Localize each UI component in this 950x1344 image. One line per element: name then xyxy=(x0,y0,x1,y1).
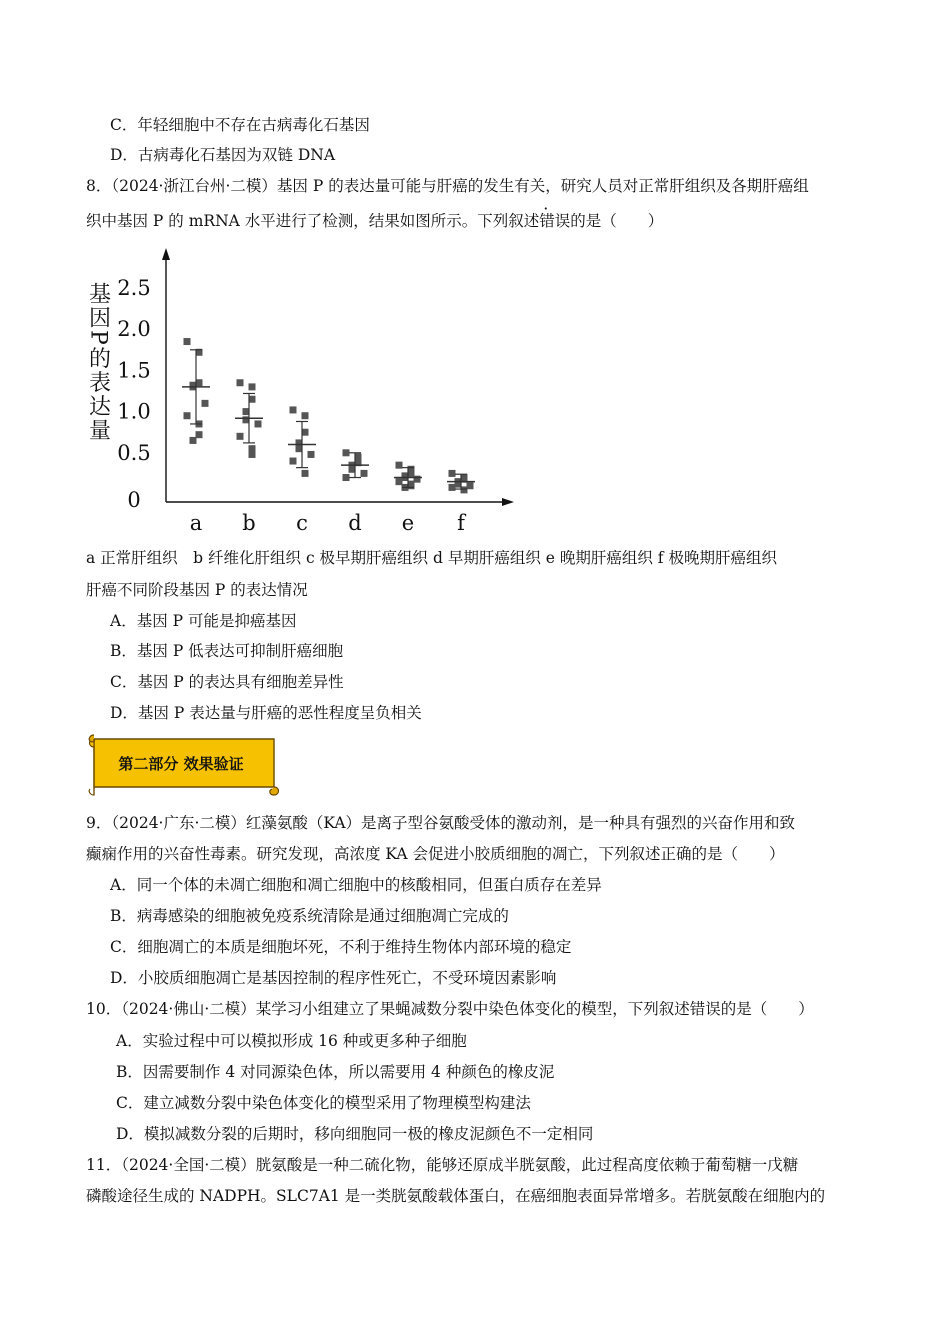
q10-stem-line1: 10．（2024·佛山·二模）某学习小组建立了果蝇减数分裂中染色体变化的模型，下列叙述错误的是（ ） xyxy=(86,1000,814,1018)
q11-stem-line1: 11．（2024·全国·二模）胱氨酸是一种二硫化物，能够还原成半胱氨酸，此过程高度依赖于葡萄糖一戊糖 xyxy=(86,1156,799,1174)
q10-option-a: A．实验过程中可以模拟形成 16 种或更多种子细胞 xyxy=(116,1032,467,1050)
q8-caption: 肝癌不同阶段基因 P 的表达情况 xyxy=(86,581,308,599)
data-point xyxy=(467,482,474,489)
data-point xyxy=(414,476,421,483)
option-c-prev: C．年轻细胞中不存在古病毒化石基因 xyxy=(110,116,370,134)
data-points xyxy=(182,338,475,493)
y-tick-label: 1.0 xyxy=(117,399,151,424)
expression-chart xyxy=(86,240,526,540)
q9-stem-line1: 9．（2024·广东·二模）红藻氨酸（KA）是离子型谷氨酸受体的激动剂，是一种具有强烈的兴奋作用和致 xyxy=(86,814,796,832)
data-point xyxy=(237,379,244,386)
data-point xyxy=(396,462,403,469)
data-point xyxy=(308,451,315,458)
q8-stem-line2 xyxy=(86,211,663,231)
q8-stem-pre: 织中基因 P 的 mRNA 水平进行了检测，结果如图所示。下列叙述 xyxy=(86,212,540,230)
q8-option-d: D．基因 P 表达量与肝癌的恶性程度呈负相关 xyxy=(110,704,422,722)
data-point xyxy=(290,458,297,465)
data-point xyxy=(449,484,456,491)
q8-option-c: C．基因 P 的表达具有细胞差异性 xyxy=(110,673,344,691)
data-point xyxy=(184,338,191,345)
data-point xyxy=(290,406,297,413)
data-point xyxy=(361,470,368,477)
q8-stem-line1: 8．（2024·浙江台州·二模）基因 P 的表达量可能与肝癌的发生有关，研究人员对正常肝组织及各期肝癌组 xyxy=(86,177,809,195)
y-tick-label: 1.5 xyxy=(117,358,151,383)
q11-stem-line2: 磷酸途径生成的 NADPH。SLC7A1 是一类胱氨酸载体蛋白，在癌细胞表面异常增多。若胱氨酸在细胞内的 xyxy=(86,1187,826,1205)
data-point xyxy=(302,470,309,477)
y-axis-arrow xyxy=(162,248,170,260)
data-point xyxy=(249,383,256,390)
x-category-label: c xyxy=(296,511,308,535)
q9-option-a: A．同一个体的未凋亡细胞和凋亡细胞中的核酸相同，但蛋白质存在差异 xyxy=(110,876,602,894)
q9-option-c: C．细胞凋亡的本质是细胞坏死，不利于维持生物体内部环境的稳定 xyxy=(110,938,572,956)
x-category-label: d xyxy=(348,511,362,535)
q10-option-c: C．建立减数分裂中染色体变化的模型采用了物理模型构建法 xyxy=(116,1094,531,1112)
data-point xyxy=(249,451,256,458)
data-point xyxy=(237,433,244,440)
chart-svg xyxy=(86,240,526,540)
x-category-label: a xyxy=(189,511,203,535)
data-point xyxy=(184,412,191,419)
data-point xyxy=(302,412,309,419)
y-axis-label: 基因P的表达量 xyxy=(86,282,111,443)
q8-emphasis: 错误 xyxy=(539,212,571,230)
y-tick-label: 2.0 xyxy=(117,317,151,342)
chart-axes xyxy=(162,248,514,506)
x-axis-arrow xyxy=(502,498,514,506)
q8-stem-post: 的是（ ） xyxy=(570,212,664,230)
x-category-labels xyxy=(190,511,467,535)
q9-option-b: B．病毒感染的细胞被免疫系统清除是通过细胞凋亡完成的 xyxy=(110,907,509,925)
data-point xyxy=(343,474,350,481)
q8-legend: a 正常肝组织 b 纤维化肝组织 c 极早期肝癌组织 d 早期肝癌组织 e 晚期肝癌组织 f 极晚期肝癌组织 xyxy=(86,549,777,567)
q9-stem-line2: 癫痫作用的兴奋性毒素。研究发现，高浓度 KA 会促进小胶质细胞的凋亡，下列叙述正确的是（ ） xyxy=(86,845,785,863)
q10-option-b: B．因需要制作 4 对同源染色体，所以需要用 4 种颜色的橡皮泥 xyxy=(116,1063,555,1081)
y-tick-label: 0 xyxy=(127,488,141,512)
data-point xyxy=(396,478,403,485)
section-title: 第二部分 效果验证 xyxy=(118,755,244,773)
x-category-label: b xyxy=(242,511,256,535)
x-category-label: f xyxy=(457,511,465,535)
y-tick-labels xyxy=(117,276,150,512)
q9-option-d: D．小胶质细胞凋亡是基因控制的程序性死亡，不受环境因素影响 xyxy=(110,969,557,987)
q8-option-b: B．基因 P 低表达可抑制肝癌细胞 xyxy=(110,642,344,660)
x-category-label: e xyxy=(401,511,415,535)
data-point xyxy=(196,431,203,438)
data-point xyxy=(190,437,197,444)
option-d-prev: D．古病毒化石基因为双链 DNA xyxy=(110,146,336,164)
y-tick-label: 0.5 xyxy=(117,440,151,465)
data-point xyxy=(255,420,262,427)
y-tick-label: 2.5 xyxy=(117,276,151,300)
data-point xyxy=(202,400,209,407)
q8-option-a: A．基因 P 可能是抑癌基因 xyxy=(110,612,297,630)
section-banner xyxy=(86,733,282,799)
q10-option-d: D．模拟减数分裂的后期时，移向细胞同一极的橡皮泥颜色不一定相同 xyxy=(116,1125,594,1143)
data-point xyxy=(343,449,350,456)
data-point xyxy=(449,470,456,477)
